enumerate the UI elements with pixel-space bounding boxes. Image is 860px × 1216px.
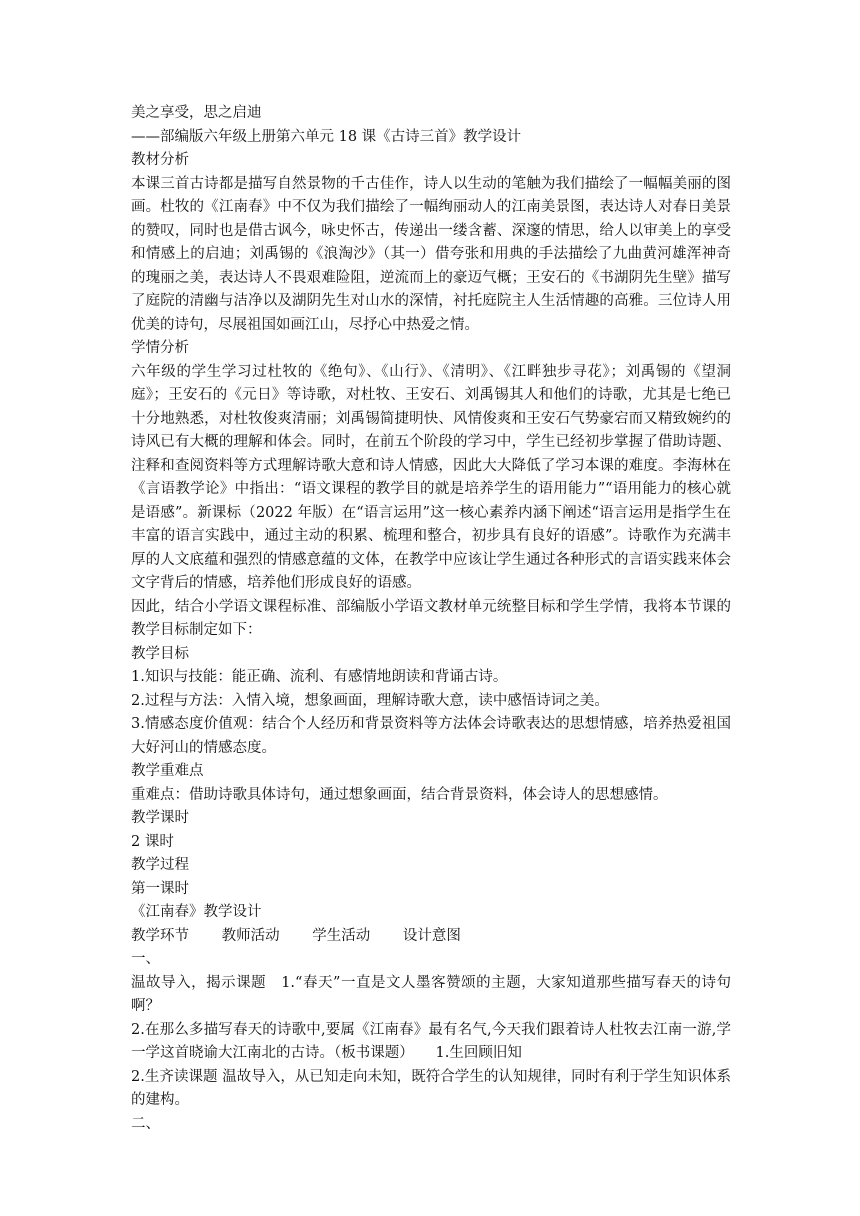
goal-item-2: 2.过程与方法：入情入境，想象画面，理解诗歌大意，读中感悟诗词之美。 bbox=[131, 692, 609, 709]
heading-teaching-hours: 教学课时 bbox=[131, 810, 189, 826]
heading-student-analysis: 学情分析 bbox=[131, 340, 189, 356]
step-one-number: 一、 bbox=[131, 951, 160, 967]
design-title: 《江南春》教学设计 bbox=[131, 904, 262, 920]
table-header-cell: 学生活动 bbox=[312, 927, 371, 944]
table-header-row bbox=[131, 925, 731, 949]
step-one-paragraph-2: 2.在那么多描写春天的诗歌中,要属《江南春》最有名气,今天我们跟着诗人杜牧去江南一游,学一学这首晓谕大江南北的古诗。（板书课题） 1.生回顾旧知 bbox=[131, 1021, 731, 1061]
heading-teaching-process: 教学过程 bbox=[131, 857, 189, 873]
step-two-number: 二、 bbox=[131, 1115, 160, 1132]
paragraph-key-points: 重难点：借助诗歌具体诗句，通过想象画面，结合背景资料，体会诗人的思想感情。 bbox=[131, 786, 668, 803]
paragraph-therefore: 因此，结合小学语文课程标准、部编版小学语文教材单元统整目标和学生学情，我将本节课的教学目标制定如下： bbox=[131, 598, 731, 638]
paragraph-material-analysis: 本课三首古诗都是描写自然景物的千古佳作，诗人以生动的笔触为我们描绘了一幅幅美丽的图画。杜牧的《江南春》中不仅为我们描绘了一幅绚丽动人的江南美景图，表达诗人对春日美景的赞叹，同时也是借古讽今，咏史怀古，传递出一缕含蓄、深邃的情思，给人以审美上的享受和情感上的启迪；刘禹锡的《浪淘沙》（其一）借夸张和用典的手法描绘了九曲黄河雄浑神奇的瑰丽之美，表达诗人不畏艰难险阻，逆流而上的豪迈气概；王安石的《书湖阴先生壁》描写了庭院的清幽与洁净以及湖阴先生对山水的深情，衬托庭院主人生活情趣的高雅。三位诗人用优美的诗句，尽展祖国如画江山，尽抒心中热爱之情。 bbox=[131, 175, 731, 333]
doc-title: 美之享受，思之启迪 bbox=[131, 105, 262, 121]
heading-material-analysis: 教材分析 bbox=[131, 152, 189, 168]
step-one-text: 温故导入，揭示课题 1.“春天”一直是文人墨客赞颂的主题，大家知道那些描写春天的诗句啊？ bbox=[131, 974, 731, 1014]
table-header-cell: 教师活动 bbox=[221, 927, 280, 944]
teaching-hours-value: 2 课时 bbox=[131, 833, 174, 850]
table-header-cell: 教学环节 bbox=[131, 927, 189, 944]
lesson-one-label: 第一课时 bbox=[131, 880, 189, 897]
heading-teaching-goals: 教学目标 bbox=[131, 645, 189, 662]
goal-item-3: 3.情感态度价值观：结合个人经历和背景资料等方法体会诗歌表达的思想情感，培养热爱祖国大好河山的情感态度。 bbox=[131, 716, 731, 756]
table-header-cell: 设计意图 bbox=[402, 927, 461, 944]
heading-key-points: 教学重难点 bbox=[131, 763, 204, 779]
document-page bbox=[131, 102, 731, 1136]
goal-item-1: 1.知识与技能：能正确、流利、有感情地朗读和背诵古诗。 bbox=[131, 669, 508, 685]
paragraph-student-analysis: 六年级的学生学习过杜牧的《绝句》、《山行》、《清明》、《江畔独步寻花》；刘禹锡的《望洞庭》；王安石的《元日》等诗歌，对杜牧、王安石、刘禹锡其人和他们的诗歌，尤其是七绝已十分地熟悉，对杜牧俊爽清丽；刘禹锡简捷明快、风情俊爽和王安石气势豪宕而又精致婉约的诗风已有大概的理解和体会。同时，在前五个阶段的学习中，学生已经初步掌握了借助诗题、注释和查阅资料等方式理解诗歌大意和诗人情感，因此大大降低了学习本课的难度。李海林在《言语教学论》中指出：“语文课程的教学目的就是培养学生的语用能力”“语用能力的核心就是语感”。新课标（2022 年版）在“语言运用”这一核心素养内涵下阐述“语言运用是指学生在丰富的语言实践中，通过主动的积累、梳理和整合，初步具有良好的语感”。诗歌作为充满丰厚的人文底蕴和强烈的情感意蕴的文体，在教学中应该让学生通过各种形式的言语实践来体会文字背后的情感，培养他们形成良好的语感。 bbox=[131, 363, 731, 591]
doc-subtitle: ——部编版六年级上册第六单元 18 课《古诗三首》教学设计 bbox=[131, 128, 522, 145]
step-one-paragraph-3: 2.生齐读课题 温故导入，从已知走向未知，既符合学生的认知规律，同时有利于学生知识体系的建构。 bbox=[131, 1068, 731, 1108]
